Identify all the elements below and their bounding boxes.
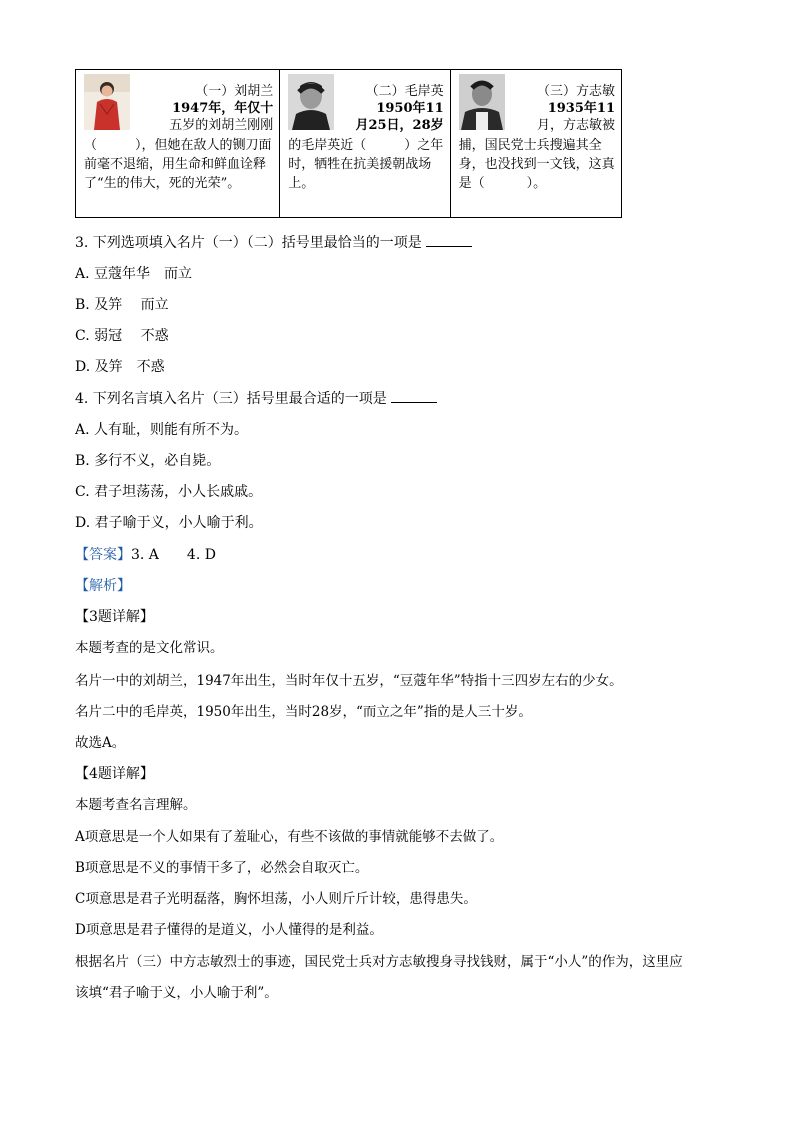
name-card-liu-hulan (76, 70, 280, 217)
card2-year: 1950年11 (376, 101, 444, 116)
detail4-line: B项意思是不义的事情干多了，必然会自取灭亡。 (75, 860, 369, 876)
q3-option-c: C. 弱冠 不惑 (75, 328, 169, 344)
card1-line3: 五岁的刘胡兰刚刚 (169, 118, 274, 133)
card1-title: （一）刘胡兰 (195, 84, 274, 99)
detail3-line: 故选A。 (75, 735, 126, 751)
card2-body: 的毛岸英近（ ）之年时，牺牲在抗美援朝战场上。 (288, 138, 444, 191)
liu-hulan-photo (84, 74, 130, 130)
detail3-line: 名片一中的刘胡兰，1947年出生，当时年仅十五岁，“豆蔻年华”特指十三四岁左右的少女。 (75, 673, 623, 689)
name-card-table (75, 69, 622, 218)
detail4-line: 该填“君子喻于义，小人喻于利”。 (75, 985, 278, 1001)
card3-line3: 月，方志敏被 (536, 118, 615, 133)
q4-stem: 4. 下列名言填入名片（三）括号里最合适的一项是 (75, 390, 437, 408)
answer-blank (426, 234, 472, 247)
card2-title: （二）毛岸英 (365, 84, 444, 99)
q3-stem: 3. 下列选项填入名片（一）（二）括号里最恰当的一项是 (75, 234, 472, 252)
card3-year: 1935年11 (547, 101, 615, 116)
detail4-line: 根据名片（三）中方志敏烈士的事迹，国民党士兵对方志敏搜身寻找钱财，属于“小人”的作为，这里应 (75, 954, 683, 970)
card3-body: 捕，国民党士兵搜遍其全身，也没找到一文钱，这真是（ ）。 (458, 138, 615, 191)
detail4-line: C项意思是君子光明磊落，胸怀坦荡，小人则斤斤计较，患得患失。 (75, 891, 477, 907)
q4-option-a: A. 人有耻，则能有所不为。 (75, 422, 249, 438)
detail3-line: 名片二中的毛岸英，1950年出生，当时28岁，“而立之年”指的是人三十岁。 (75, 704, 532, 720)
card1-year: 1947年，年仅十 (172, 101, 274, 116)
detail4-title: 【4题详解】 (75, 766, 154, 782)
q4-option-d: D. 君子喻于义，小人喻于利。 (75, 515, 263, 531)
card2-line3: 月25日，28岁 (355, 118, 444, 133)
detail3-title: 【3题详解】 (75, 609, 154, 625)
q4-option-c: C. 君子坦荡荡，小人长戚戚。 (75, 484, 263, 500)
detail4-line: D项意思是君子懂得的是道义，小人懂得的是利益。 (75, 922, 383, 938)
card1-body: （ ），但她在敌人的铡刀面前毫不退缩，用生命和鲜血诠释了“生的伟大，死的光荣”。 (84, 138, 272, 191)
answer-blank (391, 390, 437, 403)
detail4-line: A项意思是一个人如果有了羞耻心，有些不该做的事情就能够不去做了。 (75, 829, 504, 845)
mao-anying-photo (288, 74, 334, 130)
fang-zhimin-photo (459, 74, 505, 130)
answer-line (75, 546, 216, 564)
analysis-label: 【解析】 (75, 578, 131, 594)
q3-option-d: D. 及笄 不惑 (75, 359, 165, 375)
detail3-line: 本题考查的是文化常识。 (75, 640, 224, 656)
name-card-mao-anying (280, 70, 450, 217)
q3-option-b: B. 及笄 而立 (75, 297, 169, 313)
detail4-line: 本题考查名言理解。 (75, 797, 197, 813)
q3-option-a: A. 豆蔻年华 而立 (75, 266, 193, 282)
name-card-fang-zhimin (451, 70, 621, 217)
card3-title: （三）方志敏 (536, 84, 615, 99)
answer-label: 【答案】 (75, 547, 131, 563)
answer-text: 3. A 4. D (131, 547, 216, 563)
q4-option-b: B. 多行不义，必自毙。 (75, 453, 221, 469)
